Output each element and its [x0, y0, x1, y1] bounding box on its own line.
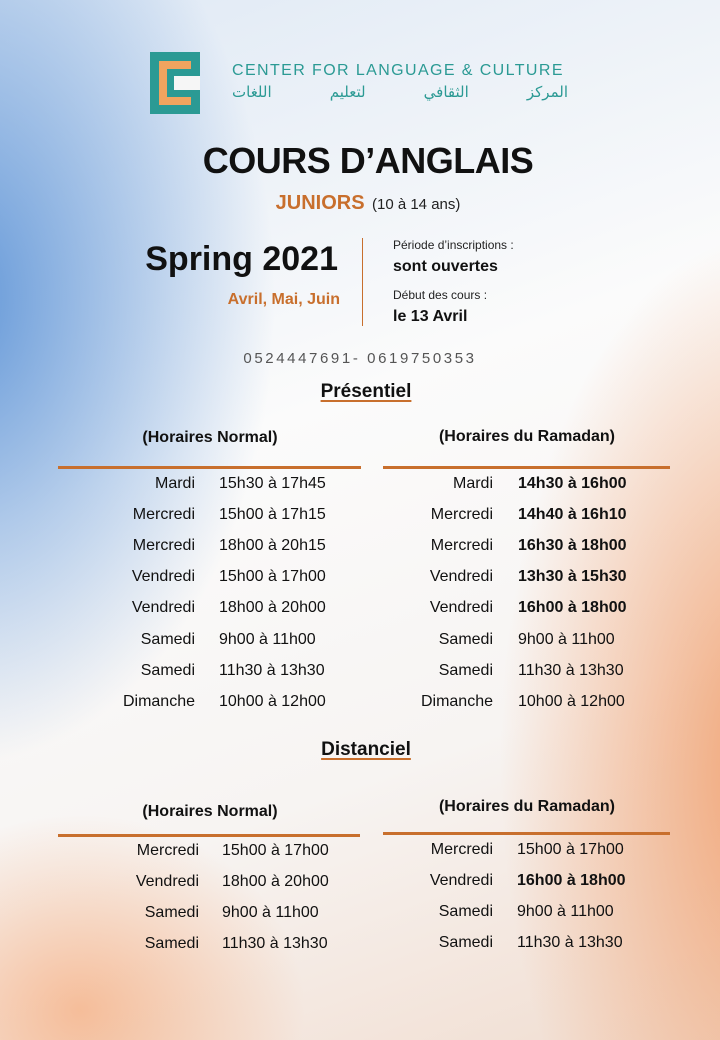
schedule-day: Samedi: [438, 661, 493, 679]
schedule-day: Vendredi: [131, 599, 195, 617]
schedule-time: 11h30 à 13h30: [222, 935, 328, 953]
schedule-day: Mercredi: [430, 840, 493, 858]
schedule-day: Samedi: [438, 902, 493, 920]
schedule-row: [392, 593, 627, 624]
schedule-day: Mercredi: [132, 505, 195, 523]
registration-value: sont ouvertes: [393, 258, 498, 275]
season-title: Spring 2021: [145, 240, 338, 278]
schedule-row: [392, 562, 627, 593]
schedule-day: Mercredi: [430, 505, 493, 523]
schedule-time: 18h00 à 20h00: [222, 872, 329, 890]
schedule-time: 16h30 à 18h00: [518, 536, 627, 554]
schedule-row: [90, 655, 326, 686]
schedule-day: Dimanche: [122, 692, 195, 710]
schedule-row: [90, 530, 326, 561]
schedule-time: 16h00 à 18h00: [517, 871, 626, 889]
schedule-day: Samedi: [438, 934, 493, 952]
schedule-day: Samedi: [438, 630, 493, 648]
schedule-day: Vendredi: [429, 568, 493, 586]
schedule-time: 18h00 à 20h15: [219, 536, 326, 554]
schedule-row: [90, 468, 326, 499]
level-line: [0, 192, 720, 215]
level-label: JUNIORS: [275, 192, 365, 214]
presentiel-ramadan-schedule: [392, 468, 627, 718]
schedule-time: 16h00 à 18h00: [518, 599, 627, 617]
schedule-day: Samedi: [144, 903, 199, 921]
schedule-row: [90, 686, 326, 717]
schedule-time: 9h00 à 11h00: [518, 630, 615, 648]
center-logo-icon: [150, 52, 200, 114]
schedule-row: [392, 468, 627, 499]
schedule-time: 11h30 à 13h30: [518, 661, 624, 679]
course-start-label: Début des cours :: [393, 288, 488, 302]
schedule-time: 11h30 à 13h30: [517, 934, 623, 952]
schedule-time: 9h00 à 11h00: [517, 902, 614, 920]
brand-name-english: CENTER FOR LANGUAGE & CULTURE: [232, 62, 564, 79]
section-title-text: Distanciel: [321, 739, 411, 760]
presentiel-normal-heading: (Horaires Normal): [142, 429, 278, 446]
age-range: (10 à 14 ans): [371, 196, 461, 213]
schedule-day: Samedi: [144, 935, 199, 953]
schedule-time: 15h00 à 17h00: [222, 841, 329, 859]
schedule-row: [392, 499, 627, 530]
schedule-row: [392, 686, 627, 717]
vertical-divider: [362, 238, 363, 326]
distanciel-normal-schedule: [90, 835, 329, 960]
distanciel-ramadan-heading: (Horaires du Ramadan): [438, 798, 616, 815]
schedule-time: 13h30 à 15h30: [518, 568, 627, 586]
schedule-row: [392, 865, 626, 896]
schedule-row: [90, 562, 326, 593]
schedule-time: 10h00 à 12h00: [219, 692, 326, 710]
schedule-day: Vendredi: [429, 599, 493, 617]
schedule-row: [392, 896, 626, 927]
phone-numbers: 0524447691- 0619750353: [243, 350, 477, 367]
schedule-row: [90, 835, 329, 866]
schedule-time: 15h00 à 17h00: [219, 568, 326, 586]
brand-name-arabic: المركز الثقافي لتعليم اللغات: [232, 83, 568, 101]
schedule-time: 9h00 à 11h00: [219, 630, 316, 648]
schedule-time: 15h30 à 17h45: [219, 474, 326, 492]
course-start-value: le 13 Avril: [393, 308, 468, 325]
schedule-day: Mercredi: [132, 536, 195, 554]
presentiel-ramadan-heading: (Horaires du Ramadan): [438, 428, 616, 445]
schedule-time: 18h00 à 20h00: [219, 599, 326, 617]
schedule-day: Samedi: [140, 630, 195, 648]
schedule-time: 14h30 à 16h00: [518, 474, 627, 492]
schedule-row: [90, 499, 326, 530]
schedule-day: Mercredi: [136, 841, 199, 859]
section-title-distanciel: [0, 739, 720, 761]
schedule-day: Mardi: [452, 474, 493, 492]
schedule-row: [90, 866, 329, 897]
schedule-time: 15h00 à 17h15: [219, 505, 326, 523]
schedule-day: Dimanche: [420, 692, 493, 710]
schedule-time: 11h30 à 13h30: [219, 661, 325, 679]
season-months: Avril, Mai, Juin: [227, 291, 340, 308]
course-title: COURS D’ANGLAIS: [202, 140, 534, 181]
schedule-day: Mercredi: [430, 536, 493, 554]
schedule-row: [90, 929, 329, 960]
schedule-day: Samedi: [140, 661, 195, 679]
schedule-row: [90, 897, 329, 928]
registration-label: Période d’inscriptions :: [393, 238, 514, 252]
schedule-row: [392, 530, 627, 561]
schedule-row: [90, 624, 326, 655]
schedule-time: 9h00 à 11h00: [222, 903, 319, 921]
schedule-day: Vendredi: [135, 872, 199, 890]
schedule-row: [392, 834, 626, 865]
schedule-day: Mardi: [154, 474, 195, 492]
schedule-day: Vendredi: [131, 568, 195, 586]
schedule-time: 15h00 à 17h00: [517, 840, 624, 858]
schedule-row: [392, 655, 627, 686]
section-title-text: Présentiel: [320, 381, 412, 402]
schedule-row: [392, 624, 627, 655]
schedule-row: [392, 928, 626, 959]
distanciel-ramadan-schedule: [392, 834, 626, 959]
schedule-time: 10h00 à 12h00: [518, 692, 625, 710]
schedule-time: 14h40 à 16h10: [518, 505, 627, 523]
schedule-row: [90, 593, 326, 624]
section-title-presentiel: [0, 381, 720, 403]
presentiel-normal-schedule: [90, 468, 326, 718]
distanciel-normal-heading: (Horaires Normal): [142, 803, 278, 820]
schedule-day: Vendredi: [429, 871, 493, 889]
